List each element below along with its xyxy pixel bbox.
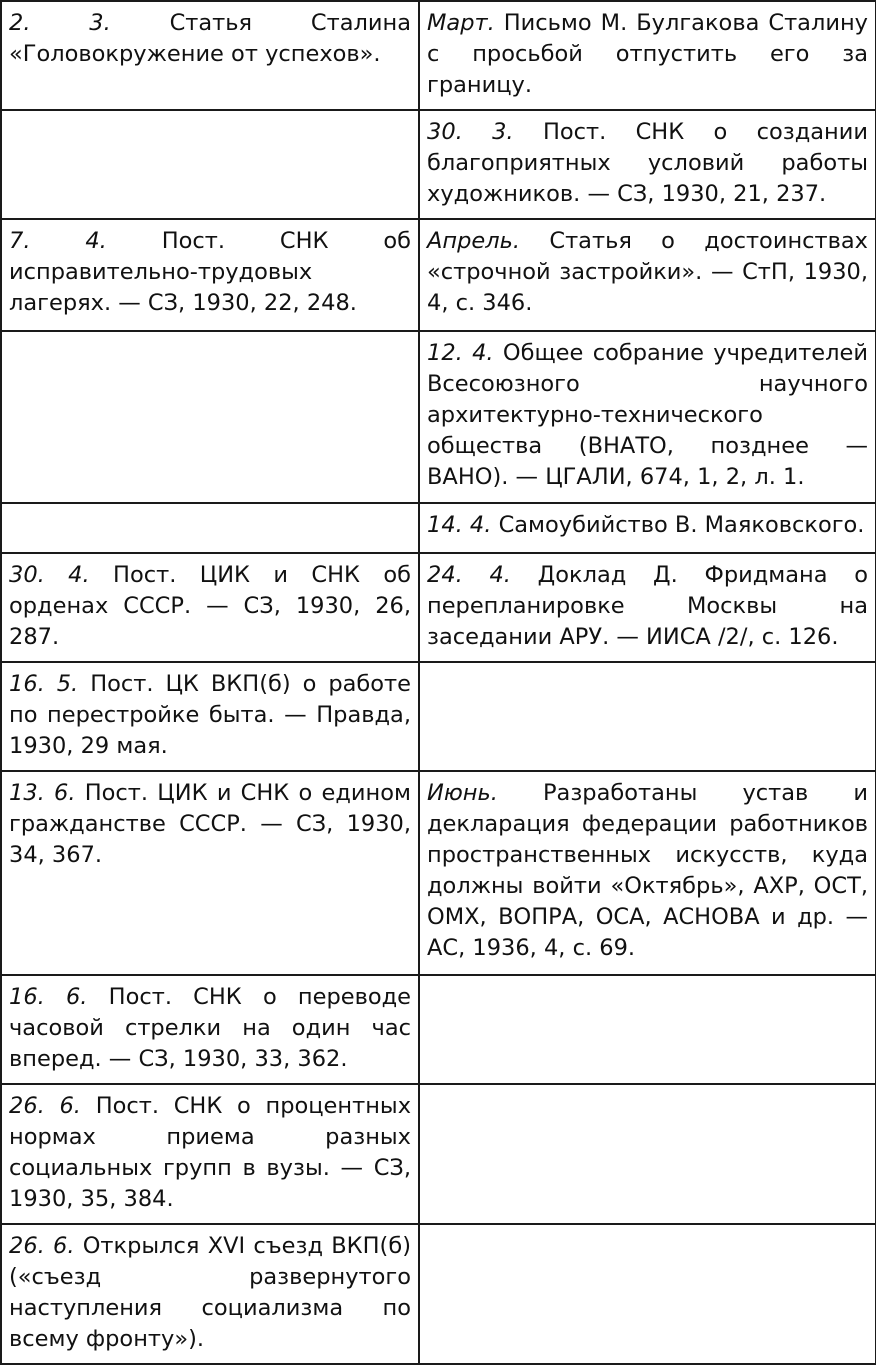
right-cell <box>419 1 876 110</box>
right-cell <box>419 219 876 331</box>
entry-date: 26. 6. <box>9 1233 75 1259</box>
entry-date: Июнь. <box>427 780 498 806</box>
table-row <box>1 219 876 331</box>
entry-date: Март. <box>427 10 495 36</box>
entry-text: Пост. СНК о переводе часовой стрелки на один час вперед. — СЗ, 1930, 33, 362. <box>9 984 412 1072</box>
entry-text: Пост. СНК о создании благоприятных условий работы художников. — СЗ, 1930, 21, 237. <box>427 119 869 207</box>
left-cell <box>1 1 419 110</box>
right-cell <box>419 331 876 503</box>
left-cell <box>1 219 419 331</box>
entry-text: Пост. ЦК ВКП(б) о работе по перестройке быта. — Правда, 1930, 29 мая. <box>9 671 411 759</box>
right-cell <box>419 503 876 553</box>
entry-text: Статья Сталина «Головокружение от успехов». <box>9 10 411 67</box>
entry-text: Пост. СНК об исправительно-трудовых лагерях. — СЗ, 1930, 22, 248. <box>9 228 411 316</box>
table-row <box>1 1084 876 1224</box>
entry-text: Пост. ЦИК и СНК о едином гражданстве СССР. — СЗ, 1930, 34, 367. <box>9 780 411 868</box>
entry-date: 30. 3. <box>427 119 514 145</box>
table-row <box>1 662 876 771</box>
entry-text: Доклад Д. Фридмана о перепланировке Москвы на заседании АРУ. — ИИСА /2/, с. 126. <box>427 562 868 650</box>
left-cell <box>1 662 419 771</box>
entry-text: Открылся XVI съезд ВКП(б) («съезд развернутого наступления социализма по всему фронту»). <box>9 1233 411 1352</box>
table-row <box>1 1224 876 1364</box>
entry-text: Пост. ЦИК и СНК об орденах СССР. — СЗ, 1930, 26, 287. <box>9 562 412 650</box>
entry-date: 7. 4. <box>9 228 107 254</box>
table-row <box>1 503 876 553</box>
right-cell <box>419 771 876 975</box>
left-cell <box>1 110 419 219</box>
table-row <box>1 110 876 219</box>
entry-text: Письмо М. Булгакова Сталину с просьбой отпустить его за границу. <box>427 10 868 98</box>
right-cell <box>419 662 876 771</box>
right-cell <box>419 110 876 219</box>
entry-text: Общее собрание учредителей Всесоюзного научного архитектурно-технического общества (ВНАТО, позднее — ВАНО). — ЦГАЛИ, 674, 1, 2, л. 1. <box>427 340 868 490</box>
left-cell <box>1 331 419 503</box>
entry-date: 24. 4. <box>427 562 511 588</box>
table-row <box>1 331 876 503</box>
entry-text: Пост. СНК о процентных нормах приема разных социальных групп в вузы. — СЗ, 1930, 35, 384. <box>9 1093 412 1212</box>
entry-date: 26. 6. <box>9 1093 81 1119</box>
table-row <box>1 771 876 975</box>
entry-date: Апрель. <box>427 228 521 254</box>
entry-date: 30. 4. <box>9 562 90 588</box>
left-cell <box>1 503 419 553</box>
entry-text: Самоубийство В. Маяковского. <box>498 512 865 538</box>
entry-date: 2. 3. <box>9 10 111 36</box>
entry-date: 14. 4. <box>427 512 492 538</box>
table-row <box>1 975 876 1084</box>
table-row <box>1 553 876 662</box>
entry-text: Статья о достоинствах «строчной застройки». — СтП, 1930, 4, с. 346. <box>427 228 868 316</box>
left-cell <box>1 975 419 1084</box>
left-cell <box>1 771 419 975</box>
entry-date: 12. 4. <box>427 340 494 366</box>
left-cell <box>1 553 419 662</box>
entry-date: 13. 6. <box>9 780 76 806</box>
right-cell <box>419 553 876 662</box>
entry-date: 16. 6. <box>9 984 88 1010</box>
entry-text: Разработаны устав и декларация федерации работников пространственных искусств, куда должны войти «Октябрь», АХР, ОСТ, ОМХ, ВОПРА, ОСА, АСНОВА и др. — АС, 1936, 4, с. 69. <box>427 780 868 961</box>
right-cell <box>419 1224 876 1364</box>
left-cell <box>1 1224 419 1364</box>
right-cell <box>419 975 876 1084</box>
table-row <box>1 1 876 110</box>
entry-date: 16. 5. <box>9 671 79 697</box>
right-cell <box>419 1084 876 1224</box>
left-cell <box>1 1084 419 1224</box>
